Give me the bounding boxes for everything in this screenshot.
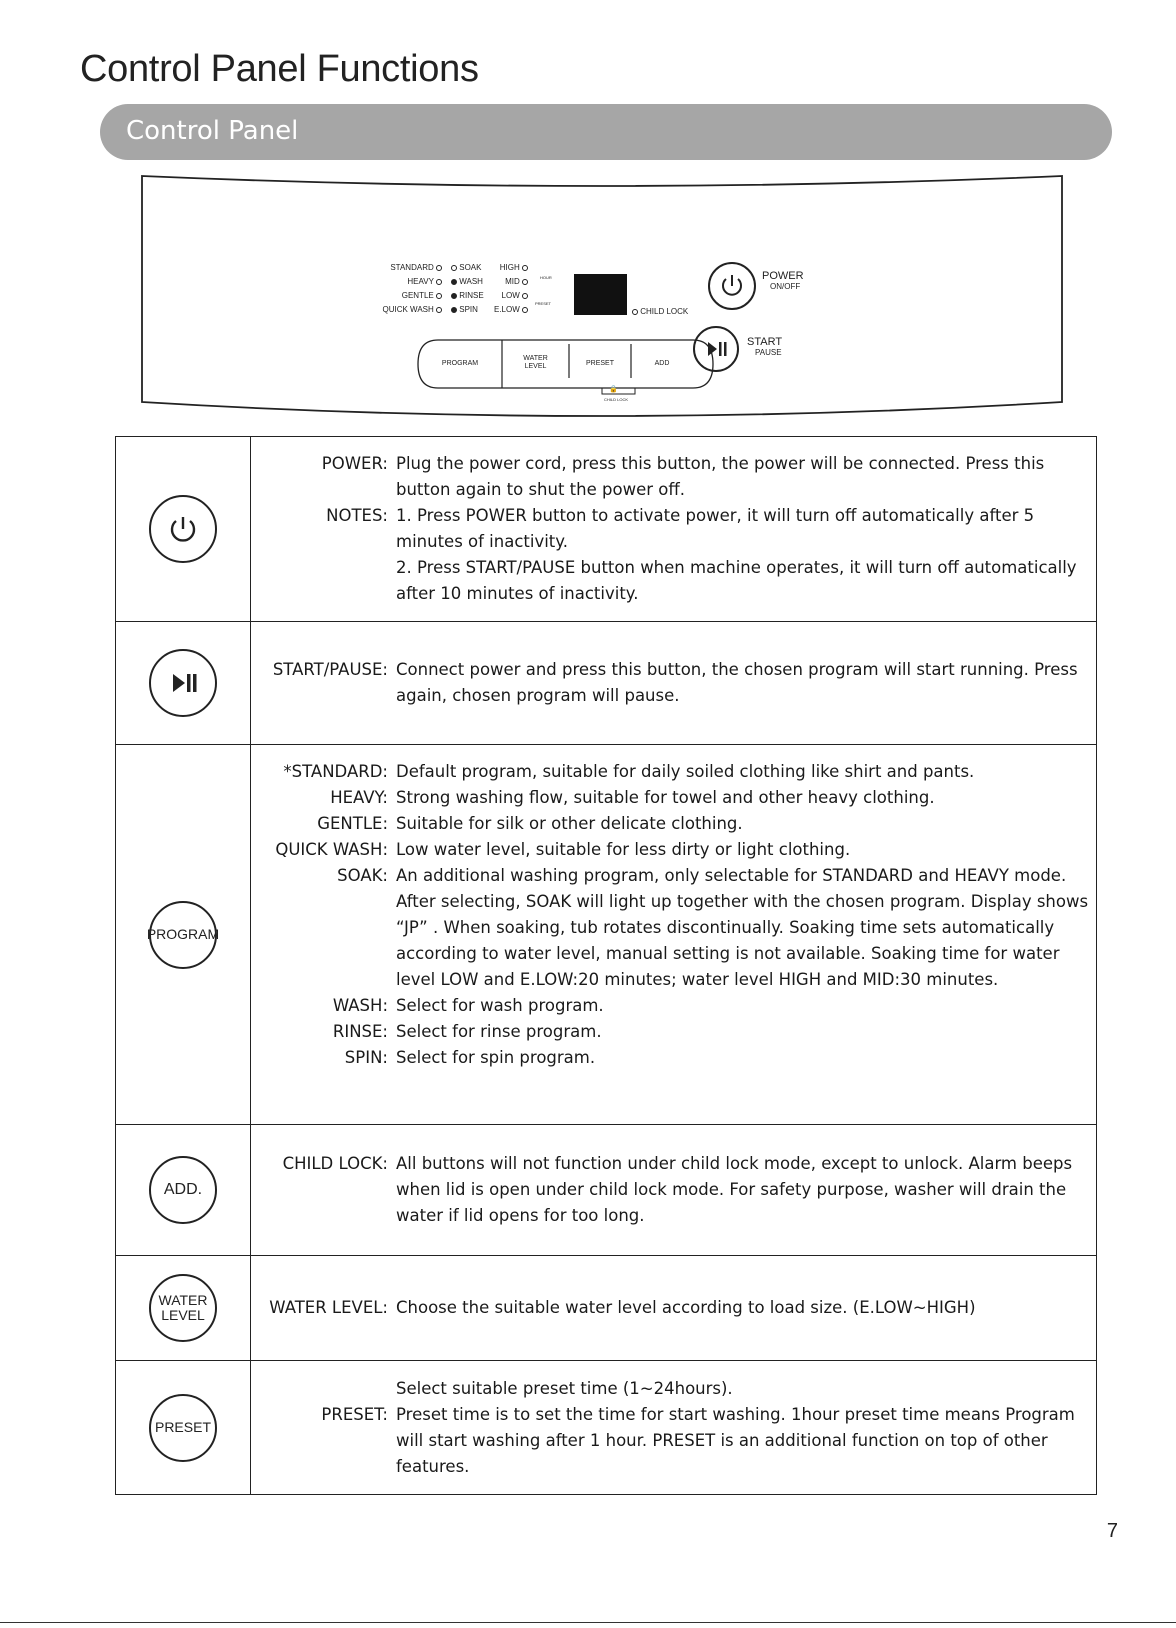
icon-cell <box>116 745 251 1124</box>
indicator-spin: SPIN <box>451 306 478 314</box>
indicator-quick-wash: QUICK WASH <box>362 306 442 314</box>
content-cell <box>251 1125 1096 1255</box>
entry-standard: *STANDARD: Default program, suitable for daily soiled clothing like shirt and pants. <box>283 762 975 781</box>
entry-preset-2: PRESET: Preset time is to set the time for start washing. 1hour preset time means Program will start washing after 1 hour. PRESET is an additional function on top of other features. <box>321 1404 1075 1476</box>
preset-button-icon: PRESET <box>149 1394 217 1462</box>
section-header-label: Control Panel <box>126 116 299 146</box>
table-row-power <box>116 437 1096 621</box>
table-row-water-level <box>116 1255 1096 1360</box>
indicator-soak: SOAK <box>451 264 481 272</box>
page-title: Control Panel Functions <box>80 48 479 90</box>
entry-gentle: GENTLE: Suitable for silk or other delicate clothing. <box>317 814 743 833</box>
power-icon <box>710 264 754 308</box>
entry-notes: NOTES: 1. Press POWER button to activate power, it will turn off automatically after 5 minutes of inactivity. <box>326 506 1035 551</box>
function-table <box>115 436 1097 1495</box>
content-cell <box>251 622 1096 744</box>
indicator-mid: MID <box>486 278 528 286</box>
indicator-heavy: HEAVY <box>372 278 442 286</box>
entry-quick-wash: QUICK WASH: Low water level, suitable for less dirty or light clothing. <box>275 840 851 859</box>
indicator-low: LOW <box>486 292 528 300</box>
entry-child-lock: CHILD LOCK: All buttons will not function under child lock mode, except to unlock. Alarm beeps when lid is open under child lock mode. For safety purpose, washer will drain the water if lid opens for too long. <box>282 1154 1073 1225</box>
lock-icon: 🔒 <box>609 386 618 393</box>
indicator-wash: WASH <box>451 278 483 286</box>
entry-power: POWER: Plug the power cord, press this button, the power will be connected. Press this button again to shut the power off. <box>321 454 1045 499</box>
table-row-program <box>116 744 1096 1124</box>
water-level-button-icon: WATER LEVEL <box>149 1274 217 1342</box>
indicator-rinse: RINSE <box>451 292 484 300</box>
icon-cell <box>116 1361 251 1494</box>
icon-cell <box>116 437 251 621</box>
entry-rinse: RINSE: Select for rinse program. <box>332 1022 602 1041</box>
icon-cell <box>116 1256 251 1360</box>
entry-water-level: WATER LEVEL: Choose the suitable water level according to load size. (E.LOW~HIGH) <box>269 1298 976 1317</box>
content-cell <box>251 745 1096 1124</box>
panel-add-button: ADD <box>654 360 670 367</box>
add-button-icon: ADD. <box>149 1156 217 1224</box>
panel-power-button <box>708 262 756 310</box>
icon-cell <box>116 622 251 744</box>
panel-preset-button: PRESET <box>585 360 614 367</box>
indicator-gentle: GENTLE <box>372 292 442 300</box>
control-panel-illustration <box>140 174 1064 420</box>
child-lock-key-label: CHILD LOCK <box>604 397 629 402</box>
panel-water-level-button: WATER LEVEL <box>523 355 548 370</box>
play-pause-icon <box>695 328 737 370</box>
hour-label: HOUR <box>540 275 552 280</box>
icon-cell <box>116 1125 251 1255</box>
table-row-child-lock <box>116 1124 1096 1255</box>
power-icon <box>163 509 203 549</box>
content-cell <box>251 1256 1096 1360</box>
program-button-icon: PROGRAM <box>149 901 217 969</box>
preset-hour-label: PRESET <box>535 301 552 306</box>
entry-heavy: HEAVY: Strong washing flow, suitable for towel and other heavy clothing. <box>330 788 935 807</box>
digital-display <box>574 274 627 315</box>
entry-wash: WASH: Select for wash program. <box>332 996 604 1015</box>
entry-preset-1: Select suitable preset time (1~24hours). <box>396 1378 733 1398</box>
entry-soak: SOAK: An additional washing program, only selectable for STANDARD and HEAVY mode. After selecting, SOAK will light up together with the chosen program. Display shows “JP” . When soaking, tub rotates discontinually. Soaking time sets automatically according to water level, manual setting is not available. Soaking time for water level LOW and E.LOW:20 minutes; water level HIGH and MID:30 minutes. <box>337 866 1089 989</box>
play-pause-icon <box>163 663 203 703</box>
panel-power-label: POWER ON/OFF <box>762 270 804 291</box>
entry-notes-2: 2. Press START/PAUSE button when machine operates, it will turn off automatically after 10 minutes of inactivity. <box>396 558 1077 603</box>
section-header <box>100 104 1112 160</box>
entry-start-pause: START/PAUSE: Connect power and press this button, the chosen program will start running. Press again, chosen program will pause. <box>272 660 1078 705</box>
table-row-preset <box>116 1360 1096 1494</box>
content-cell <box>251 437 1096 621</box>
panel-start-button <box>693 326 739 372</box>
indicator-standard: STANDARD <box>372 264 442 272</box>
panel-program-button: PROGRAM <box>441 360 479 367</box>
page-number: 7 <box>1106 1520 1118 1542</box>
indicator-high: HIGH <box>486 264 528 272</box>
power-button-icon <box>149 495 217 563</box>
panel-start-label: START PAUSE <box>747 336 783 357</box>
content-cell <box>251 1361 1096 1494</box>
indicator-e-low: E.LOW <box>480 306 528 314</box>
indicator-child-lock: CHILD LOCK <box>632 308 688 316</box>
bottom-rule <box>0 1622 1176 1623</box>
table-row-start-pause <box>116 621 1096 744</box>
entry-spin: SPIN: Select for spin program. <box>344 1048 596 1067</box>
start-pause-button-icon <box>149 649 217 717</box>
